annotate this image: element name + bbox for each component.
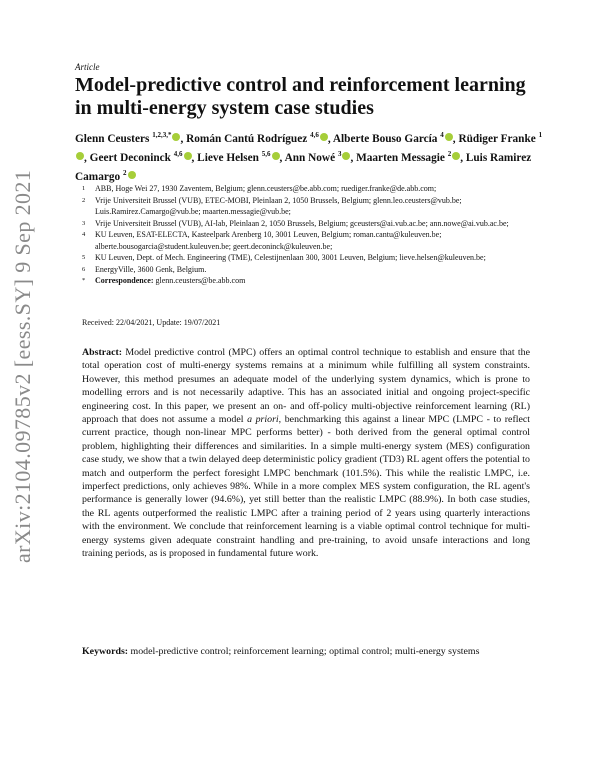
author-name: Luis Ramirez Camargo xyxy=(75,152,532,184)
author xyxy=(333,133,459,145)
orcid-icon[interactable] xyxy=(184,152,192,160)
affiliation-item xyxy=(82,229,552,252)
author xyxy=(356,152,466,164)
abstract xyxy=(82,346,530,561)
correspondence-email[interactable]: glenn.ceusters@be.abb.com xyxy=(155,276,246,285)
affiliation-text: Vrije Universiteit Brussel (VUB), ETEC-MOBI, Pleinlaan 2, 1050 Brussels, Belgium; glenn.leo.ceusters@vub.be; Luis.Ramirez.Camargo@vub.be; maarten.messagie@vub.be; xyxy=(95,195,462,216)
author-separator: , xyxy=(191,152,198,165)
author-affiliation-marker: 3 xyxy=(337,150,342,159)
author-affiliation-marker: 4,6 xyxy=(310,131,319,139)
orcid-icon[interactable] xyxy=(445,133,453,141)
abstract-text-part1: Model predictive control (MPC) offers an optimal control technique to establish and ensure that the total operation cost of multi-energy systems remains at a minimum while fulfilling all system constraints. However, this method presumes an adequate model of the underlying system dynamics, which is prone to modelling errors and is not necessarily adaptive. This has an associated initial and ongoing project-specific engineering cost. In this paper, we present an on- and off-policy multi-objective reinforcement learning (RL) approach that does not assume a model xyxy=(82,347,530,426)
author-separator: , xyxy=(180,132,187,145)
author-affiliation-marker: 2 xyxy=(447,150,452,159)
correspondence-marker: * xyxy=(82,277,86,284)
affiliation-text: KU Leuven, Dept. of Mech. Engineering (TME), Celestijnenlaan 300, 3001 Leuven, Belgium; lieve.helsen@kuleuven.be; xyxy=(95,253,486,262)
author-name: Glenn Ceusters xyxy=(75,132,150,145)
affiliation-number: 5 xyxy=(82,254,86,261)
orcid-icon[interactable] xyxy=(452,152,460,160)
orcid-icon[interactable] xyxy=(272,152,280,160)
author-name: Lieve Helsen xyxy=(197,152,259,165)
abstract-italic-term: a priori xyxy=(247,414,279,426)
author-name: Geert Deconinck xyxy=(89,152,171,165)
affiliation-number: 2 xyxy=(82,196,86,204)
author-name: Alberte Bouso García xyxy=(332,132,438,145)
author xyxy=(285,152,357,164)
affiliation-item xyxy=(82,252,552,264)
author xyxy=(75,133,186,145)
affiliation-number: 4 xyxy=(82,231,86,238)
affiliation-item xyxy=(82,218,552,230)
author-list xyxy=(75,128,545,186)
author-affiliation-marker: 5,6 xyxy=(261,150,271,159)
orcid-icon[interactable] xyxy=(320,133,328,141)
abstract-label: Abstract: xyxy=(82,347,123,358)
author-affiliation-marker: 1,2,3,* xyxy=(152,131,172,139)
affiliation-text: Vrije Universiteit Brussel (VUB), AI-lab, Pleinlaan 2, 1050 Brussels, Belgium; gceusters@ai.vub.ac.be; ann.nowe@ai.vub.ac.be; xyxy=(95,218,509,228)
author-affiliation-marker: 4 xyxy=(440,131,444,139)
author-affiliation-marker: 4,6 xyxy=(173,150,183,159)
author-separator: , xyxy=(279,152,285,165)
author-separator: , xyxy=(84,152,90,165)
abstract-text-part2: , benchmarking this against a linear MPC (LMPC - to reflect current practice, though non-linear MPC performs better) - both derived from the general optimal control problem, highlighting their differences and similarities. In a simple multi-energy system (MES) configuration case study, we show that a twin delayed deep deterministic policy gradient (TD3) RL agent offers the potential to match and outperform the perfect foresight LMPC benchmark (101.5%). This while the realistic LMPC, i.e. imperfect predictions, only achieves 98%. While in a more complex MES system configuration, the RL agent's performance is generally lower (94.6%), yet still better than the realistic LMPC (88.9%). In both case studies, the RL agents outperformed the realistic LMPC after a training period of 2 years using quarterly interactions with the environment. We conclude that reinforcement learning is a viable optimal control technique for multi-energy systems given adequate constraint handling and pre-training, to avoid unsafe interactions and long training periods, as is proposed in fundamental future work. xyxy=(82,414,530,560)
affiliation-item xyxy=(82,264,552,276)
author-separator: , xyxy=(460,152,466,165)
affiliation-number: 3 xyxy=(82,219,86,227)
affiliation-text: EnergyVille, 3600 Genk, Belgium. xyxy=(95,264,207,274)
keywords xyxy=(82,645,530,658)
author-separator: , xyxy=(327,132,333,145)
author-separator: , xyxy=(350,152,357,165)
affiliation-number: 1 xyxy=(82,185,86,192)
affiliations xyxy=(82,183,552,287)
author xyxy=(90,152,198,164)
affiliation-text: KU Leuven, ESAT-ELECTA, Kasteelpark Arenberg 10, 3001 Leuven, Belgium; roman.cantu@kuleuven.be; alberte.bousogarcia@student.kuleuven.be; geert.deconinck@kuleuven.be; xyxy=(95,230,442,251)
keywords-text: model-predictive control; reinforcement learning; optimal control; multi-energy systems xyxy=(130,646,480,657)
correspondence-label: Correspondence: xyxy=(95,276,154,285)
correspondence xyxy=(82,275,552,287)
author-separator: , xyxy=(452,132,459,145)
affiliation-number: 6 xyxy=(82,265,86,273)
author-name: Rüdiger Franke xyxy=(458,132,536,145)
author-name: Maarten Messagie xyxy=(356,152,445,165)
author xyxy=(186,133,333,145)
author-name: Ann Nowé xyxy=(284,152,336,165)
keywords-label: Keywords: xyxy=(82,646,129,657)
article-type-label: Article xyxy=(75,62,100,72)
received-update-dates: Received: 22/04/2021, Update: 19/07/2021 xyxy=(82,318,221,327)
author-name: Román Cantú Rodríguez xyxy=(186,132,308,145)
orcid-icon[interactable] xyxy=(128,171,136,179)
author-affiliation-marker: 2 xyxy=(123,169,127,178)
arxiv-identifier-sidebar: arXiv:2104.09785v2 [eess.SY] 9 Sep 2021 xyxy=(10,169,35,563)
affiliation-item xyxy=(82,183,552,195)
affiliation-text: ABB, Hoge Wei 27, 1930 Zaventem, Belgium; glenn.ceusters@be.abb.com; ruediger.franke@de.abb.com; xyxy=(95,184,437,193)
orcid-icon[interactable] xyxy=(76,152,84,160)
author xyxy=(197,152,284,164)
author-affiliation-marker: 1 xyxy=(538,131,543,139)
paper-title: Model-predictive control and reinforcement learning in multi-energy system case studies xyxy=(75,74,526,119)
affiliation-item xyxy=(82,195,552,218)
